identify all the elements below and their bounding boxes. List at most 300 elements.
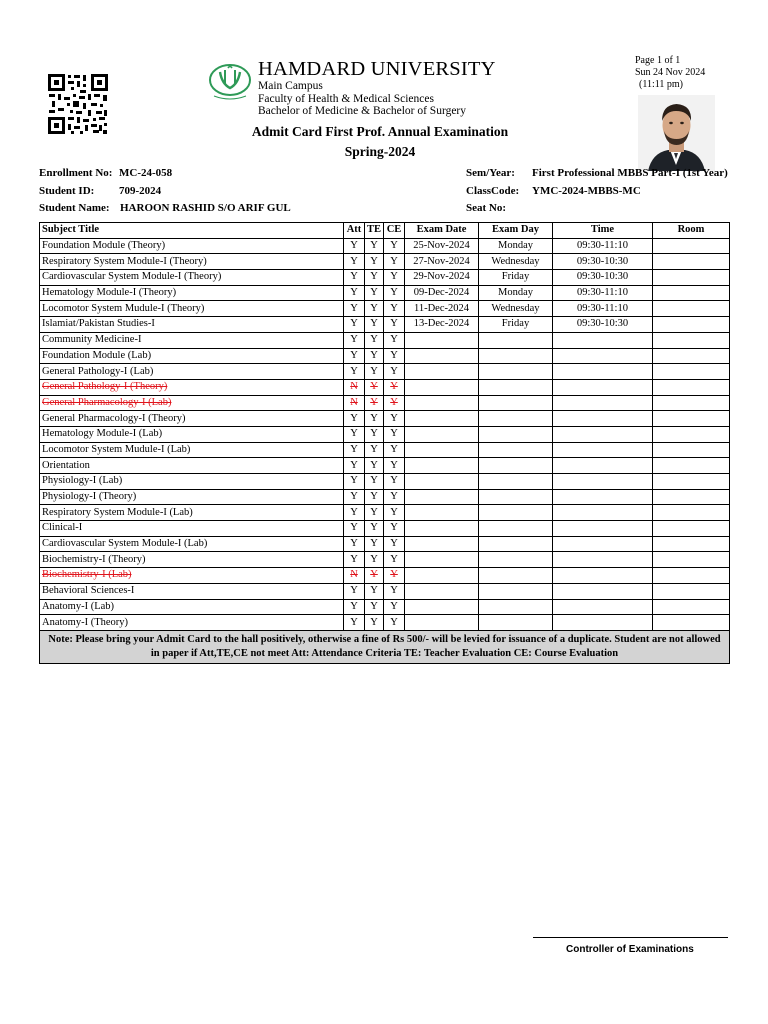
exam-schedule-table <box>39 222 730 664</box>
subject-title-cell-text: Respiratory System Module-I (Theory) <box>42 255 207 267</box>
table-row <box>40 583 730 599</box>
table-row <box>40 411 730 427</box>
note-row <box>40 630 730 663</box>
te-cell <box>365 552 384 568</box>
class-code-label: ClassCode: <box>466 185 520 197</box>
exam-day-cell <box>479 489 553 505</box>
subject-title-cell-text: Respiratory System Module-I (Lab) <box>42 506 193 518</box>
ce-cell <box>384 411 405 427</box>
ce-cell-text: Y <box>390 412 398 424</box>
exam-day-cell <box>479 568 553 584</box>
exam-day-cell <box>479 301 553 317</box>
enrollment-value: MC-24-058 <box>119 167 173 179</box>
subject-title-cell-text: Hematology Module-I (Theory) <box>42 287 177 299</box>
exam-date-cell <box>405 301 479 317</box>
room-cell <box>653 599 730 615</box>
room-cell <box>653 615 730 631</box>
exam-date-cell-text: 25-Nov-2024 <box>413 240 470 252</box>
te-cell <box>365 395 384 411</box>
room-cell <box>653 552 730 568</box>
exam-date-cell-text: 09-Dec-2024 <box>413 287 470 299</box>
subject-title-cell-text: Foundation Module (Theory) <box>42 240 166 252</box>
table-row <box>40 442 730 458</box>
te-cell <box>365 270 384 286</box>
subject-title-cell <box>40 583 344 599</box>
subject-title-cell-text: Physiology-I (Theory) <box>42 491 137 503</box>
enrollment-label: Enrollment No: <box>39 167 113 179</box>
time-cell <box>553 411 653 427</box>
ce-cell-text: Y <box>390 255 398 267</box>
room-cell <box>653 270 730 286</box>
te-cell <box>365 583 384 599</box>
university-name: HAMDARD UNIVERSITY <box>258 58 496 80</box>
subject-title-cell <box>40 238 344 254</box>
room-cell <box>653 379 730 395</box>
te-cell-text: Y <box>370 616 378 628</box>
te-cell <box>365 285 384 301</box>
table-row <box>40 379 730 395</box>
time-cell <box>553 615 653 631</box>
time-cell <box>553 254 653 270</box>
att-cell-text: Y <box>350 522 358 534</box>
att-cell-text: N <box>350 396 358 408</box>
table-row <box>40 254 730 270</box>
te-cell-text: Y <box>370 443 378 455</box>
ce-cell-text: Y <box>390 616 398 628</box>
exam-day-cell-text: Wednesday <box>491 255 540 267</box>
te-cell-text: Y <box>370 475 378 487</box>
sem-year-clip <box>532 167 733 183</box>
att-cell <box>344 364 365 380</box>
table-row <box>40 364 730 380</box>
student-id-value: 709-2024 <box>119 185 162 197</box>
att-cell-text: Y <box>350 600 358 612</box>
att-cell <box>344 411 365 427</box>
program-name: Bachelor of Medicine & Bachelor of Surgery <box>258 105 466 117</box>
table-row <box>40 270 730 286</box>
subject-title-cell-text: Orientation <box>42 459 90 471</box>
te-cell <box>365 348 384 364</box>
exam-note: Note: Please bring your Admit Card to the hall positively, otherwise a fine of Rs 500/- will be levied for issuance of a duplicate. Student are not allowed in paper if Att,TE,CE not meet Att: Attendance Criteria TE: Teacher Evaluation CE: Course Evaluation <box>40 630 730 663</box>
table-header-row <box>40 223 730 239</box>
att-cell <box>344 568 365 584</box>
header-te: TE <box>365 223 384 239</box>
time-cell <box>553 348 653 364</box>
te-cell-text: Y <box>370 491 378 503</box>
ce-cell <box>384 474 405 490</box>
te-cell-text: Y <box>370 302 378 314</box>
te-cell <box>365 489 384 505</box>
table-row <box>40 536 730 552</box>
room-cell <box>653 521 730 537</box>
att-cell <box>344 474 365 490</box>
att-cell-text: Y <box>350 428 358 440</box>
exam-date-cell <box>405 442 479 458</box>
time-cell <box>553 474 653 490</box>
subject-title-cell-text: Cardiovascular System Module-I (Theory) <box>42 271 222 283</box>
te-cell <box>365 254 384 270</box>
subject-title-cell-text: Clinical-I <box>42 522 83 534</box>
exam-day-cell <box>479 317 553 333</box>
te-cell-text: Y <box>370 381 378 393</box>
te-cell-text: Y <box>370 334 378 346</box>
ce-cell <box>384 489 405 505</box>
exam-date-cell <box>405 426 479 442</box>
att-cell <box>344 332 365 348</box>
table-row <box>40 332 730 348</box>
time-cell <box>553 599 653 615</box>
exam-day-cell <box>479 521 553 537</box>
ce-cell <box>384 521 405 537</box>
print-time: (11:11 pm) <box>639 79 683 90</box>
campus-name: Main Campus <box>258 80 323 92</box>
exam-date-cell-text: 27-Nov-2024 <box>413 255 470 267</box>
ce-cell <box>384 254 405 270</box>
room-cell <box>653 568 730 584</box>
exam-day-cell <box>479 599 553 615</box>
ce-cell-text: Y <box>390 585 398 597</box>
time-cell <box>553 301 653 317</box>
att-cell <box>344 379 365 395</box>
exam-date-cell <box>405 285 479 301</box>
subject-title-cell <box>40 568 344 584</box>
te-cell <box>365 411 384 427</box>
time-cell <box>553 552 653 568</box>
ce-cell-text: Y <box>390 475 398 487</box>
student-id-label: Student ID: <box>39 185 95 197</box>
exam-day-cell-text: Friday <box>501 271 530 283</box>
ce-cell-text: Y <box>390 600 398 612</box>
header-room: Room <box>653 223 730 239</box>
ce-cell-text: Y <box>390 522 398 534</box>
te-cell-text: Y <box>370 318 378 330</box>
exam-date-cell <box>405 332 479 348</box>
room-cell <box>653 395 730 411</box>
room-cell <box>653 348 730 364</box>
header-subject-title: Subject Title <box>40 223 344 239</box>
subject-title-cell-text: Biochemistry-I (Theory) <box>42 553 146 565</box>
exam-day-cell-text: Friday <box>501 318 530 330</box>
exam-date-cell <box>405 270 479 286</box>
header-exam-day: Exam Day <box>479 223 553 239</box>
ce-cell-text: Y <box>390 240 398 252</box>
subject-title-cell <box>40 301 344 317</box>
att-cell <box>344 458 365 474</box>
time-cell <box>553 317 653 333</box>
exam-day-cell <box>479 505 553 521</box>
ce-cell <box>384 599 405 615</box>
exam-day-cell-text: Monday <box>498 287 533 299</box>
att-cell <box>344 536 365 552</box>
room-cell <box>653 442 730 458</box>
te-cell <box>365 458 384 474</box>
ce-cell-text: Y <box>390 318 398 330</box>
te-cell-text: Y <box>370 255 378 267</box>
subject-title-cell-text: Hematology Module-I (Lab) <box>42 428 163 440</box>
subject-title-cell <box>40 458 344 474</box>
subject-title-cell-text: Foundation Module (Lab) <box>42 349 152 361</box>
te-cell-text: Y <box>370 600 378 612</box>
subject-title-cell-text: Islamiat/Pakistan Studies-I <box>42 318 155 330</box>
exam-date-cell <box>405 536 479 552</box>
subject-title-cell-text: Physiology-I (Lab) <box>42 475 123 487</box>
te-cell-text: Y <box>370 271 378 283</box>
exam-date-cell <box>405 348 479 364</box>
exam-date-cell-text: 13-Dec-2024 <box>413 318 470 330</box>
te-cell-text: Y <box>370 569 378 581</box>
subject-title-cell-text: General Pharmacology-I (Theory) <box>42 412 186 424</box>
att-cell <box>344 521 365 537</box>
exam-day-cell <box>479 379 553 395</box>
table-row <box>40 615 730 631</box>
te-cell-text: Y <box>370 522 378 534</box>
table-row <box>40 395 730 411</box>
ce-cell <box>384 552 405 568</box>
ce-cell-text: Y <box>390 569 398 581</box>
room-cell <box>653 458 730 474</box>
att-cell-text: Y <box>350 287 358 299</box>
time-cell <box>553 285 653 301</box>
time-cell <box>553 568 653 584</box>
te-cell <box>365 505 384 521</box>
signature-line <box>533 937 728 938</box>
table-row <box>40 552 730 568</box>
subject-title-cell <box>40 442 344 458</box>
att-cell-text: Y <box>350 334 358 346</box>
document-title: Admit Card First Prof. Annual Examination <box>251 124 509 139</box>
room-cell <box>653 254 730 270</box>
room-cell <box>653 317 730 333</box>
ce-cell-text: Y <box>390 506 398 518</box>
subject-title-cell-text: Biochemistry-I (Lab) <box>42 569 132 581</box>
exam-day-cell <box>479 458 553 474</box>
ce-cell <box>384 505 405 521</box>
room-cell <box>653 238 730 254</box>
ce-cell <box>384 426 405 442</box>
time-cell-text: 09:30-11:10 <box>577 302 628 314</box>
te-cell <box>365 379 384 395</box>
att-cell <box>344 395 365 411</box>
att-cell-text: Y <box>350 506 358 518</box>
att-cell-text: Y <box>350 459 358 471</box>
table-row <box>40 426 730 442</box>
subject-title-cell <box>40 615 344 631</box>
att-cell <box>344 442 365 458</box>
ce-cell <box>384 395 405 411</box>
ce-cell <box>384 442 405 458</box>
subject-title-cell <box>40 426 344 442</box>
exam-date-cell <box>405 599 479 615</box>
table-row <box>40 474 730 490</box>
header-att: Att <box>344 223 365 239</box>
table-row <box>40 458 730 474</box>
time-cell <box>553 536 653 552</box>
subject-title-cell <box>40 521 344 537</box>
att-cell-text: Y <box>350 475 358 487</box>
exam-session: Spring-2024 <box>344 144 416 159</box>
te-cell-text: Y <box>370 412 378 424</box>
ce-cell-text: Y <box>390 271 398 283</box>
te-cell-text: Y <box>370 506 378 518</box>
room-cell <box>653 301 730 317</box>
ce-cell-text: Y <box>390 491 398 503</box>
print-date: Sun 24 Nov 2024 <box>635 67 706 78</box>
time-cell <box>553 442 653 458</box>
time-cell-text: 09:30-11:10 <box>577 240 628 252</box>
att-cell <box>344 301 365 317</box>
att-cell-text: N <box>350 569 358 581</box>
time-cell-text: 09:30-10:30 <box>576 318 629 330</box>
te-cell <box>365 238 384 254</box>
room-cell <box>653 426 730 442</box>
ce-cell <box>384 301 405 317</box>
time-cell <box>553 270 653 286</box>
att-cell-text: N <box>350 381 358 393</box>
te-cell <box>365 426 384 442</box>
time-cell <box>553 332 653 348</box>
att-cell-text: Y <box>350 255 358 267</box>
time-cell <box>553 489 653 505</box>
table-row <box>40 521 730 537</box>
subject-title-cell-text: General Pathology-I (Lab) <box>42 365 154 377</box>
room-cell <box>653 505 730 521</box>
exam-date-cell <box>405 505 479 521</box>
exam-day-cell <box>479 474 553 490</box>
table-row <box>40 238 730 254</box>
te-cell <box>365 536 384 552</box>
table-row <box>40 285 730 301</box>
att-cell <box>344 270 365 286</box>
room-cell <box>653 411 730 427</box>
exam-date-cell <box>405 552 479 568</box>
ce-cell <box>384 615 405 631</box>
exam-day-cell <box>479 583 553 599</box>
att-cell <box>344 285 365 301</box>
time-cell <box>553 505 653 521</box>
ce-cell-text: Y <box>390 396 398 408</box>
te-cell <box>365 364 384 380</box>
ce-cell-text: Y <box>390 365 398 377</box>
header-exam-date: Exam Date <box>405 223 479 239</box>
exam-day-cell <box>479 615 553 631</box>
exam-date-cell <box>405 568 479 584</box>
subject-title-cell <box>40 505 344 521</box>
subject-title-cell <box>40 474 344 490</box>
subject-title-cell <box>40 379 344 395</box>
ce-cell-text: Y <box>390 538 398 550</box>
exam-date-cell <box>405 411 479 427</box>
ce-cell <box>384 379 405 395</box>
exam-date-cell <box>405 583 479 599</box>
te-cell-text: Y <box>370 365 378 377</box>
te-cell-text: Y <box>370 349 378 361</box>
header-ce: CE <box>384 223 405 239</box>
room-cell <box>653 285 730 301</box>
att-cell <box>344 615 365 631</box>
att-cell-text: Y <box>350 412 358 424</box>
att-cell <box>344 489 365 505</box>
room-cell <box>653 332 730 348</box>
exam-day-cell <box>479 426 553 442</box>
subject-title-cell <box>40 395 344 411</box>
att-cell-text: Y <box>350 240 358 252</box>
time-cell-text: 09:30-11:10 <box>577 287 628 299</box>
att-cell-text: Y <box>350 538 358 550</box>
time-cell <box>553 583 653 599</box>
ce-cell <box>384 348 405 364</box>
ce-cell <box>384 270 405 286</box>
header-time: Time <box>553 223 653 239</box>
sem-year-value: First Professional MBBS Part-I (1st Year) <box>532 167 728 179</box>
ce-cell-text: Y <box>390 349 398 361</box>
page-number: Page 1 of 1 <box>635 55 681 66</box>
time-cell-text: 09:30-10:30 <box>576 255 629 267</box>
room-cell <box>653 474 730 490</box>
exam-day-cell <box>479 552 553 568</box>
subject-title-cell-text: Locomotor System Mudule-I (Theory) <box>42 302 205 314</box>
exam-date-cell <box>405 254 479 270</box>
ce-cell-text: Y <box>390 553 398 565</box>
table-row <box>40 599 730 615</box>
time-cell-text: 09:30-10:30 <box>576 271 629 283</box>
att-cell-text: Y <box>350 616 358 628</box>
exam-date-cell <box>405 458 479 474</box>
ce-cell <box>384 583 405 599</box>
signature-label: Controller of Examinations <box>566 944 694 955</box>
te-cell-text: Y <box>370 428 378 440</box>
te-cell <box>365 599 384 615</box>
att-cell-text: Y <box>350 365 358 377</box>
exam-date-cell <box>405 379 479 395</box>
att-cell <box>344 426 365 442</box>
exam-date-cell-text: 29-Nov-2024 <box>413 271 470 283</box>
te-cell-text: Y <box>370 459 378 471</box>
att-cell-text: Y <box>350 585 358 597</box>
exam-day-cell-text: Wednesday <box>491 302 540 314</box>
exam-date-cell <box>405 474 479 490</box>
exam-day-cell <box>479 285 553 301</box>
att-cell <box>344 583 365 599</box>
att-cell-text: Y <box>350 318 358 330</box>
att-cell <box>344 238 365 254</box>
subject-title-cell-text: Locomotor System Mudule-I (Lab) <box>42 443 191 455</box>
te-cell <box>365 301 384 317</box>
ce-cell <box>384 458 405 474</box>
exam-day-cell <box>479 442 553 458</box>
exam-day-cell <box>479 270 553 286</box>
exam-day-cell <box>479 348 553 364</box>
exam-date-cell <box>405 489 479 505</box>
exam-date-cell <box>405 238 479 254</box>
ce-cell <box>384 364 405 380</box>
time-cell <box>553 364 653 380</box>
te-cell-text: Y <box>370 287 378 299</box>
att-cell <box>344 317 365 333</box>
ce-cell-text: Y <box>390 334 398 346</box>
ce-cell-text: Y <box>390 428 398 440</box>
table-row <box>40 317 730 333</box>
table-row <box>40 489 730 505</box>
hamdard-logo <box>206 62 254 102</box>
table-row <box>40 505 730 521</box>
att-cell-text: Y <box>350 491 358 503</box>
ce-cell-text: Y <box>390 381 398 393</box>
ce-cell <box>384 332 405 348</box>
subject-title-cell-text: Community Medicine-I <box>42 334 142 346</box>
exam-table-body <box>40 238 730 630</box>
te-cell <box>365 332 384 348</box>
time-cell <box>553 521 653 537</box>
